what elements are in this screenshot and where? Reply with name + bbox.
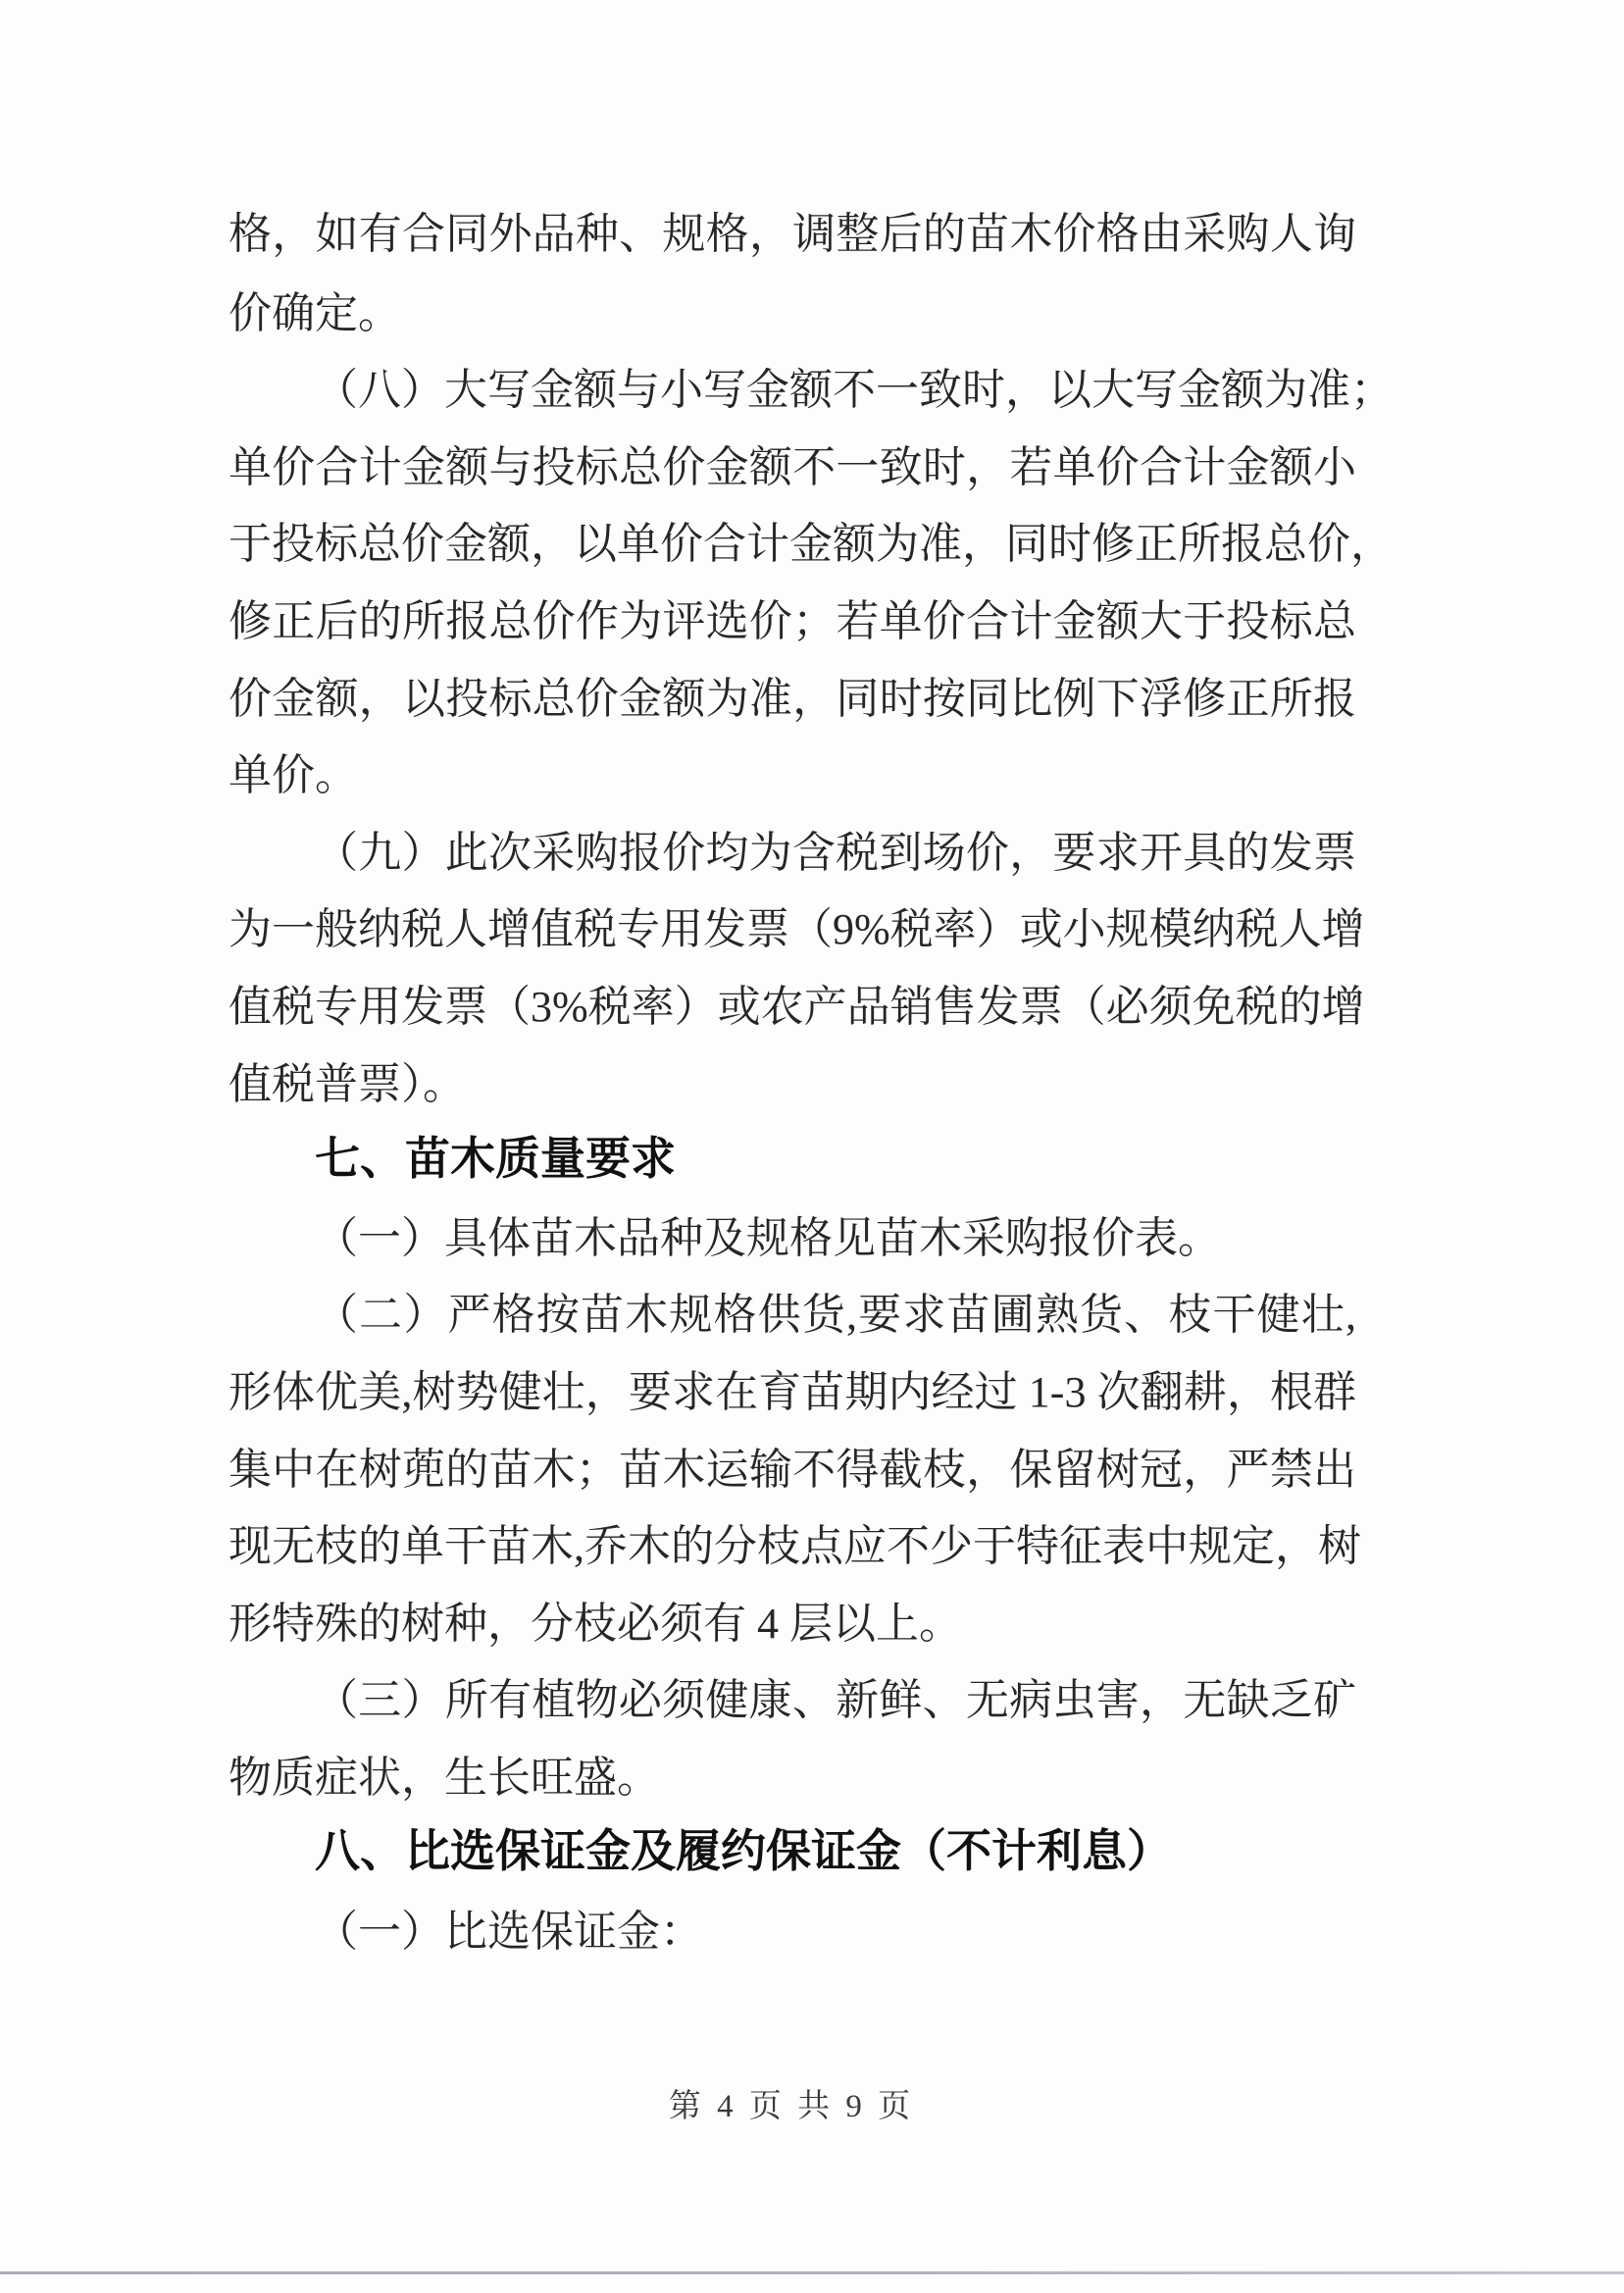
text-line-18: 现无枝的单干苗木,乔木的分枝点应不少于特征表中规定，树 [228,1522,1361,1570]
text-line-04: 单价合计金额与投标总价金额不一致时，若单价合计金额小 [228,443,1356,491]
text-line-07: 价金额，以投标总价金额为准，同时按同比例下浮修正所报 [228,675,1356,723]
text-line-12: 值税普票）。 [228,1060,466,1108]
heading-section-8: 八、比选保证金及履约保证金（不计利息） [315,1825,1172,1876]
text-line-20: （三）所有植物必须健康、新鲜、无病虫害，无缺乏矿 [315,1676,1356,1724]
text-line-23: （一）比选保证金： [315,1908,703,1956]
text-line-14: （一）具体苗木品种及规格见苗木采购报价表。 [315,1214,1221,1262]
text-line-06: 修正后的所报总价作为评选价；若单价合计金额大于投标总 [228,597,1356,645]
text-line-01: 格，如有合同外品种、规格，调整后的苗木价格由采购人询 [228,210,1356,258]
text-line-16: 形体优美,树势健壮，要求在育苗期内经过 1-3 次翻耕，根群 [228,1368,1356,1416]
text-line-05: 于投标总价金额，以单价合计金额为准，同时修正所报总价， [228,520,1394,568]
text-line-09: （九）此次采购报价均为含税到场价，要求开具的发票 [315,829,1356,877]
text-line-19: 形特殊的树种，分枝必须有 4 层以上。 [228,1600,962,1648]
page-footer: 第 4 页 共 9 页 [668,2089,915,2124]
text-line-03: （八）大写金额与小写金额不一致时，以大写金额为准； [315,366,1394,414]
text-line-15: （二）严格按苗木规格供货,要求苗圃熟货、枝干健壮, [315,1291,1356,1339]
text-line-11: 值税专用发票（3%税率）或农产品销售发票（必须免税的增 [228,983,1365,1031]
text-line-08: 单价。 [228,751,358,799]
text-line-21: 物质症状，生长旺盛。 [228,1754,660,1802]
heading-section-7: 七、苗木质量要求 [315,1133,676,1184]
text-line-02: 价确定。 [228,289,401,337]
scan-edge-line [0,2271,1624,2274]
text-line-17: 集中在树蔸的苗木；苗木运输不得截枝，保留树冠，严禁出 [228,1446,1356,1494]
text-line-10: 为一般纳税人增值税专用发票（9%税率）或小规模纳税人增 [228,905,1365,953]
